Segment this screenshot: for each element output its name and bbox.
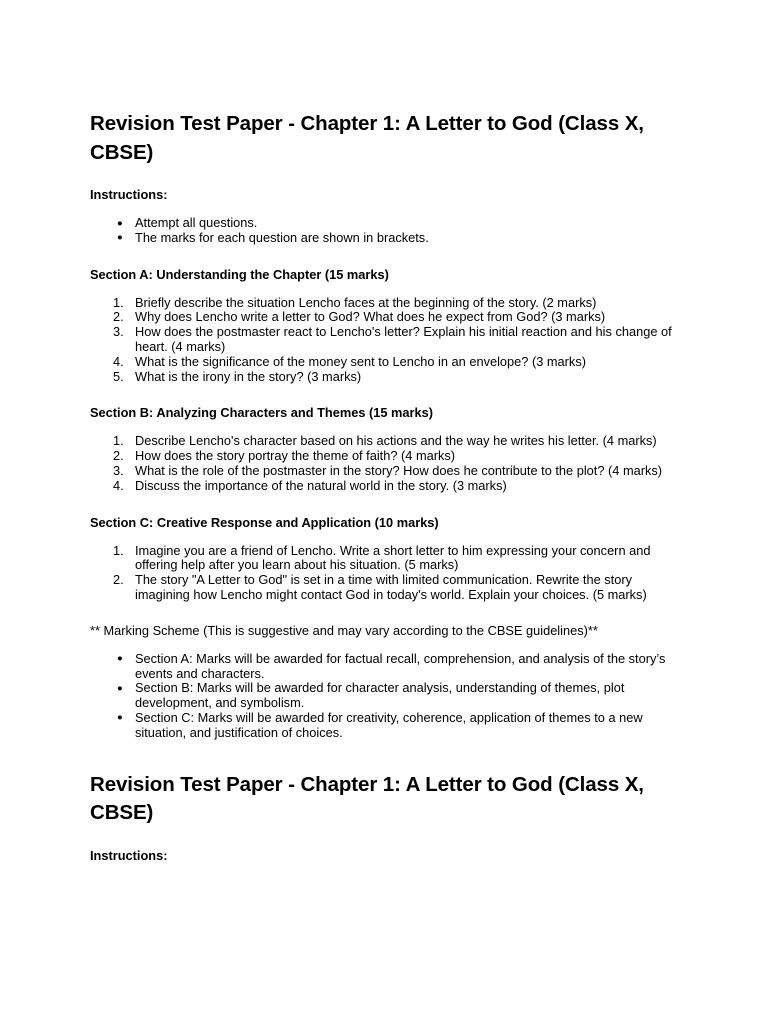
list-item: Discuss the importance of the natural world in the story. (3 marks) (135, 477, 507, 493)
section-a-heading: Section A: Understanding the Chapter (15 marks) (90, 266, 389, 282)
list-item: What is the significance of the money sent to Lencho in an envelope? (3 marks) (135, 353, 586, 369)
list-item: What is the role of the postmaster in the story? How does he contribute to the plot? (4 marks) (135, 462, 663, 478)
list-item: How does the postmaster react to Lencho's letter? Explain his initial reaction and his change of heart. (4 marks) (135, 324, 672, 354)
list-item: ● Section A: Marks will be awarded for factual recall, comprehension, and analysis of the story’s events and characters. (90, 652, 674, 682)
list-item: ● Section C: Marks will be awarded for creativity, coherence, application of themes to a new situation, and justification of choices. (90, 711, 674, 741)
list-item: ● The marks for each question are shown in brackets. (90, 231, 674, 246)
list-item: Describe Lencho's character based on his actions and the way he writes his letter. (4 marks) (135, 433, 657, 449)
section-b-heading: Section B: Analyzing Characters and Themes (15 marks) (90, 405, 434, 421)
instructions-list (90, 216, 674, 246)
section-c-questions (90, 544, 674, 603)
repeat-title-block (90, 771, 674, 863)
list-item: The story "A Letter to God" is set in a time with limited communication. Rewrite the story imagining how Lencho might contact God in today's world. Explain your choices. (5 marks) (135, 572, 647, 602)
list-item: ● Section B: Marks will be awarded for character analysis, understanding of themes, plot development, and symbolism. (90, 681, 674, 711)
section-b-questions (90, 434, 674, 493)
page-title-repeat: Revision Test Paper - Chapter 1: A Letter to God (Class X, CBSE) (90, 772, 644, 825)
instructions-label-repeat: Instructions: (90, 847, 168, 863)
list-item: What is the irony in the story? (3 marks) (135, 368, 362, 384)
marking-scheme-note: ** Marking Scheme (This is suggestive and may vary according to the CBSE guidelines)** (90, 622, 598, 638)
list-item: Briefly describe the situation Lencho faces at the beginning of the story. (2 marks) (135, 294, 597, 310)
section-a-questions (90, 296, 674, 385)
section-c-heading: Section C: Creative Response and Application (10 marks) (90, 514, 439, 530)
list-item: Why does Lencho write a letter to God? What does he expect from God? (3 marks) (135, 309, 606, 325)
list-item: Imagine you are a friend of Lencho. Write a short letter to him expressing your concern and offering help after you learn about his situation. (5 marks) (135, 542, 651, 573)
document-body (90, 110, 674, 863)
list-item: ● Attempt all questions. (90, 216, 674, 231)
list-item: How does the story portray the theme of faith? (4 marks) (135, 448, 456, 464)
instructions-label: Instructions: (90, 187, 168, 202)
marking-scheme-list (90, 652, 674, 741)
page-title: Revision Test Paper - Chapter 1: A Letter to God (Class X, CBSE) (90, 112, 644, 164)
